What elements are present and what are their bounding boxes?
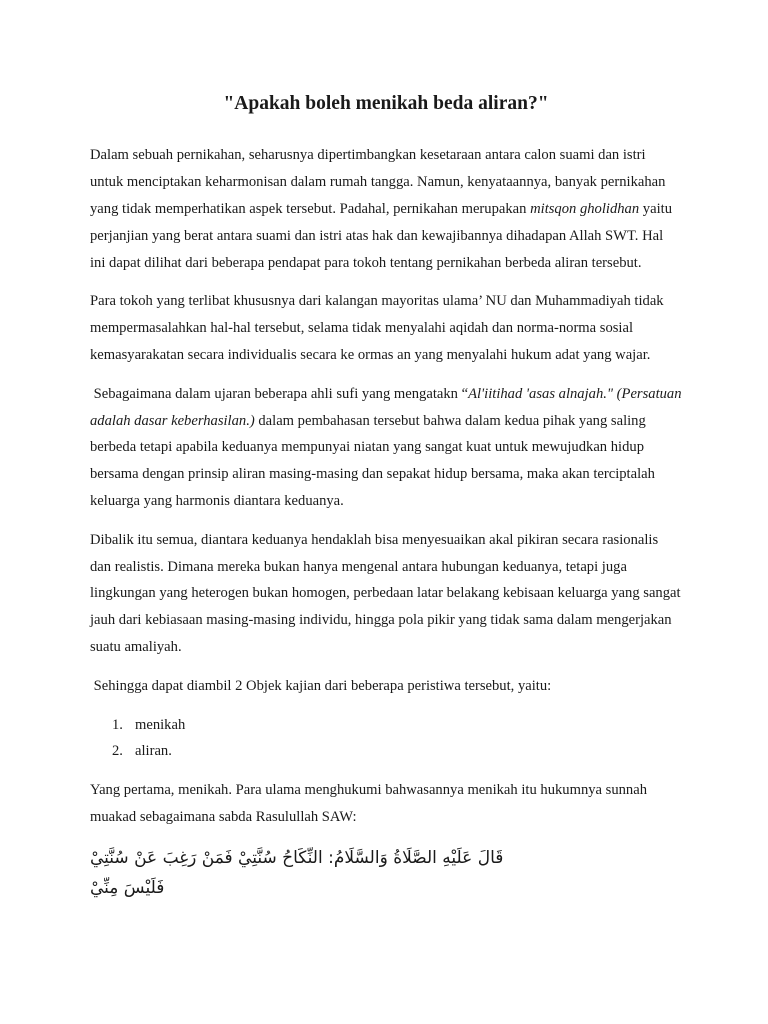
- paragraph-2: Para tokoh yang terlibat khususnya dari kalangan mayoritas ulama’ NU dan Muhammadiyah tidak mempermasalahkan hal-hal tersebut, selama tidak menyalahi aqidah dan norma-norma sosial kemasyarakatan secara individualis secara ke ormas an yang menyalahi hukum adat yang wajar.: [90, 293, 664, 363]
- document-title: "Apakah boleh menikah beda aliran?": [223, 93, 549, 114]
- paragraph-3-text-a: Sebagaimana dalam ujaran beberapa ahli sufi yang mengatakn “: [93, 385, 469, 402]
- list-item-number: 2.: [112, 743, 123, 760]
- paragraph-1-italic-term: mitsqon gholidhan: [530, 200, 640, 217]
- list-item-number: 1.: [112, 716, 123, 733]
- list-item-text: aliran.: [135, 743, 172, 760]
- document-page: [90, 92, 682, 903]
- paragraph-5: Sehingga dapat diambil 2 Objek kajian dari beberapa peristiwa tersebut, yaitu:: [93, 677, 552, 694]
- paragraph-1: [90, 142, 682, 276]
- paragraph-4: Dibalik itu semua, diantara keduanya hendaklah bisa menyesuaikan akal pikiran secara rasionalis dan realistis. Dimana mereka bukan hanya mengenal antara hubungan keduanya, tetapi juga lingkungan yang heterogen bukan homogen, perbedaan latar belakang kebisaan keluarga yang sangat jauh dari kebiasaan masing-masing individu, hingga pola pikir yang tidak sama dalam mengerjakan suatu amaliyah.: [90, 531, 681, 655]
- list-item: [90, 738, 682, 765]
- paragraph-1-text-a: Dalam sebuah pernikahan, seharusnya dipertimbangkan kesetaraan antara calon suami dan istri untuk menciptakan keharmonisan dalam rumah tangga. Namun, kenyataannya, banyak pernikahan yang tidak memperhatikan aspek tersebut. Padahal, pernikahan merupakan: [90, 147, 666, 217]
- list-item-text: menikah: [135, 716, 186, 733]
- paragraph-3-text-b: dalam pembahasan tersebut bahwa dalam kedua pihak yang saling berbeda tetapi apabila keduanya mempunyai niatan yang sangat kuat untuk mewujudkan hidup bersama dengan prinsip aliran masing-masing dan sepakat hidup bersama, maka akan terciptalah keluarga yang harmonis diantara keduanya.: [90, 412, 655, 509]
- numbered-list: [90, 712, 682, 766]
- arabic-hadith-quote: قَالَ عَلَيْهِ الصَّلَاةُ وَالسَّلَامُ: النِّكَاحُ سُنَّتِيْ فَمَنْ رَغِبَ عَنْ سُنَّتِيْ فَلَيْسَ مِنِّيْ: [90, 847, 504, 898]
- paragraph-3-italic-quote: Al'iitihad 'asas alnajah." (Persatuan adalah dasar keberhasilan.): [90, 385, 682, 429]
- paragraph-6: Yang pertama, menikah. Para ulama menghukumi bahwasannya menikah itu hukumnya sunnah muakad sebagaimana sabda Rasulullah SAW:: [90, 782, 648, 825]
- list-item: [90, 712, 682, 739]
- paragraph-1-text-b: yaitu perjanjian yang berat antara suami dan istri atas hak dan kewajibannya dihadapan Allah SWT. Hal ini dapat dilihat dari beberapa pendapat para tokoh tentang pernikahan berbeda aliran tersebut.: [90, 200, 672, 271]
- paragraph-3: [90, 381, 682, 515]
